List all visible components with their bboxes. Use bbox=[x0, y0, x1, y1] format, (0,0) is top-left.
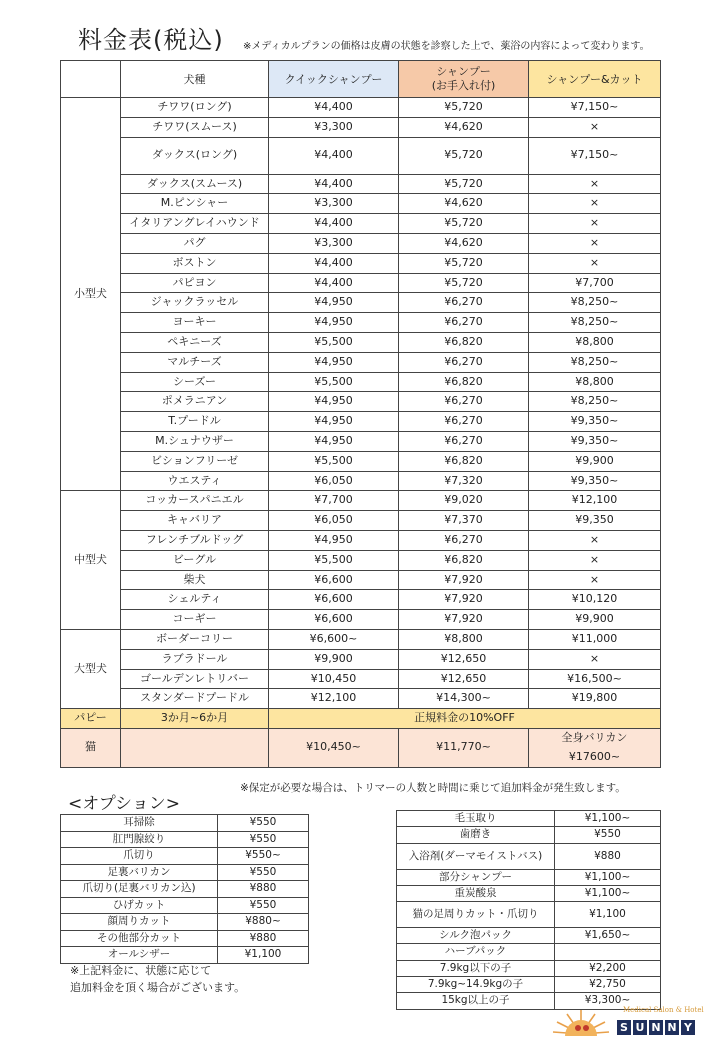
quick-price-cell: ¥4,400 bbox=[269, 98, 399, 118]
option-price-cell: ¥550 bbox=[218, 815, 309, 832]
option-row bbox=[61, 864, 309, 881]
options-title: <オプション> bbox=[68, 794, 180, 814]
cut-price-cell: ¥9,350~ bbox=[529, 431, 661, 451]
shampoo-price-cell: ¥5,720 bbox=[399, 253, 529, 273]
option-row bbox=[397, 811, 661, 827]
shampoo-price-cell: ¥5,720 bbox=[399, 137, 529, 174]
cut-price-cell: × bbox=[529, 253, 661, 273]
breed-cell: ウエスティ bbox=[121, 471, 269, 491]
quick-price-cell: ¥4,400 bbox=[269, 174, 399, 194]
table-row bbox=[61, 293, 661, 313]
option-price-cell: ¥550~ bbox=[218, 848, 309, 865]
cut-price-cell: ¥8,800 bbox=[529, 372, 661, 392]
option-row bbox=[397, 960, 661, 976]
cat-row bbox=[61, 728, 661, 767]
option-row bbox=[397, 885, 661, 901]
quick-price-cell: ¥12,100 bbox=[269, 689, 399, 709]
shampoo-price-cell: ¥5,720 bbox=[399, 174, 529, 194]
shampoo-header bbox=[399, 61, 529, 98]
option-price-cell: ¥2,200 bbox=[555, 960, 661, 976]
option-name-cell: ひげカット bbox=[61, 897, 218, 914]
size-category-cell: 小型犬 bbox=[61, 98, 121, 491]
breed-cell: ダックス(ロング) bbox=[121, 137, 269, 174]
option-price-cell: ¥880~ bbox=[218, 914, 309, 931]
puppy-discount-cell: 正規料金の10%OFF bbox=[269, 709, 661, 729]
cut-price-cell: × bbox=[529, 233, 661, 253]
shampoo-price-cell: ¥6,820 bbox=[399, 372, 529, 392]
breed-cell: パピヨン bbox=[121, 273, 269, 293]
table-row bbox=[61, 629, 661, 649]
puppy-age-cell: 3か月~6か月 bbox=[121, 709, 269, 729]
option-row bbox=[61, 815, 309, 832]
cut-price-cell: ¥10,120 bbox=[529, 590, 661, 610]
shampoo-price-cell: ¥4,620 bbox=[399, 233, 529, 253]
option-price-cell: ¥550 bbox=[555, 827, 661, 843]
breed-cell: ゴールデンレトリバー bbox=[121, 669, 269, 689]
logo-subtitle: Medical Salon & Hotel bbox=[623, 1006, 704, 1014]
quick-price-cell: ¥4,400 bbox=[269, 137, 399, 174]
price-table bbox=[60, 60, 661, 768]
option-name-cell: 部分シャンプー bbox=[397, 869, 555, 885]
cut-price-cell: ¥9,350~ bbox=[529, 471, 661, 491]
option-name-cell: 毛玉取り bbox=[397, 811, 555, 827]
option-price-cell: ¥1,650~ bbox=[555, 928, 661, 944]
logo-letter: S bbox=[617, 1020, 631, 1035]
cat-label-cell: 猫 bbox=[61, 728, 121, 767]
cut-price-cell: ¥7,150~ bbox=[529, 137, 661, 174]
option-name-cell: 足裏バリカン bbox=[61, 864, 218, 881]
cut-price-cell: × bbox=[529, 117, 661, 137]
option-price-cell: ¥880 bbox=[555, 843, 661, 869]
option-row bbox=[397, 928, 661, 944]
shampoo-price-cell: ¥6,270 bbox=[399, 293, 529, 313]
table-row bbox=[61, 570, 661, 590]
shampoo-price-cell: ¥7,920 bbox=[399, 590, 529, 610]
shampoo-price-cell: ¥6,270 bbox=[399, 412, 529, 432]
table-row bbox=[61, 117, 661, 137]
cat-cut-price-cell bbox=[529, 728, 661, 767]
breed-cell: スタンダードプードル bbox=[121, 689, 269, 709]
table-row bbox=[61, 530, 661, 550]
quick-price-cell: ¥4,400 bbox=[269, 214, 399, 234]
shampoo-header-line1: シャンプー bbox=[436, 65, 491, 78]
shampoo-price-cell: ¥7,920 bbox=[399, 610, 529, 630]
cut-price-cell: ¥12,100 bbox=[529, 491, 661, 511]
option-name-cell: 15kg以上の子 bbox=[397, 993, 555, 1009]
quick-price-cell: ¥4,950 bbox=[269, 392, 399, 412]
quick-price-cell: ¥4,950 bbox=[269, 530, 399, 550]
option-row bbox=[397, 843, 661, 869]
table-row bbox=[61, 352, 661, 372]
quick-price-cell: ¥6,050 bbox=[269, 511, 399, 531]
option-row bbox=[61, 848, 309, 865]
option-name-cell: 歯磨き bbox=[397, 827, 555, 843]
breed-cell: イタリアングレイハウンド bbox=[121, 214, 269, 234]
option-price-cell: ¥1,100 bbox=[218, 947, 309, 964]
option-row bbox=[61, 897, 309, 914]
breed-cell: チワワ(スムース) bbox=[121, 117, 269, 137]
table-row bbox=[61, 253, 661, 273]
shampoo-price-cell: ¥7,320 bbox=[399, 471, 529, 491]
quick-price-cell: ¥6,600 bbox=[269, 610, 399, 630]
table-row bbox=[61, 392, 661, 412]
option-price-cell: ¥1,100~ bbox=[555, 869, 661, 885]
option-name-cell: その他部分カット bbox=[61, 930, 218, 947]
logo-letter: Y bbox=[681, 1020, 695, 1035]
quick-price-cell: ¥10,450 bbox=[269, 669, 399, 689]
shampoo-price-cell: ¥7,920 bbox=[399, 570, 529, 590]
cut-price-cell: × bbox=[529, 174, 661, 194]
option-row bbox=[397, 869, 661, 885]
option-name-cell: 顔周りカット bbox=[61, 914, 218, 931]
shampoo-price-cell: ¥5,720 bbox=[399, 273, 529, 293]
cut-price-cell: × bbox=[529, 550, 661, 570]
quick-price-cell: ¥5,500 bbox=[269, 372, 399, 392]
option-price-cell: ¥880 bbox=[218, 930, 309, 947]
quick-price-cell: ¥4,950 bbox=[269, 412, 399, 432]
breed-cell: マルチーズ bbox=[121, 352, 269, 372]
shampoo-price-cell: ¥9,020 bbox=[399, 491, 529, 511]
quick-price-cell: ¥6,050 bbox=[269, 471, 399, 491]
breed-cell: ビションフリーゼ bbox=[121, 451, 269, 471]
shampoo-price-cell: ¥6,270 bbox=[399, 431, 529, 451]
option-row bbox=[397, 827, 661, 843]
option-name-cell: 爪切り bbox=[61, 848, 218, 865]
shampoo-price-cell: ¥6,820 bbox=[399, 332, 529, 352]
cat-cut-line1: 全身バリカン bbox=[561, 730, 628, 744]
options-table-left bbox=[60, 814, 309, 964]
table-row bbox=[61, 491, 661, 511]
cut-price-cell: ¥8,250~ bbox=[529, 392, 661, 412]
table-row bbox=[61, 471, 661, 491]
additional-fee-note bbox=[70, 962, 245, 996]
shampoo-price-cell: ¥8,800 bbox=[399, 629, 529, 649]
page-title: 料金表(税込) bbox=[78, 26, 224, 54]
sun-icon bbox=[545, 1004, 617, 1038]
medical-plan-note: ※メディカルプランの価格は皮膚の状態を診察した上で、薬浴の内容によって変わります。 bbox=[243, 41, 650, 52]
option-row bbox=[61, 947, 309, 964]
cut-price-cell: ¥16,500~ bbox=[529, 669, 661, 689]
table-row bbox=[61, 689, 661, 709]
table-row bbox=[61, 372, 661, 392]
breed-cell: コッカースパニエル bbox=[121, 491, 269, 511]
cut-price-cell: ¥9,900 bbox=[529, 610, 661, 630]
option-row bbox=[61, 930, 309, 947]
breed-cell: キャバリア bbox=[121, 511, 269, 531]
restraint-note: ※保定が必要な場合は、トリマーの人数と時間に乗じて追加料金が発生致します。 bbox=[240, 782, 626, 794]
size-category-cell: 中型犬 bbox=[61, 491, 121, 630]
breed-cell: ポメラニアン bbox=[121, 392, 269, 412]
shampoo-price-cell: ¥14,300~ bbox=[399, 689, 529, 709]
price-table-body bbox=[61, 98, 661, 768]
breed-cell: M.ピンシャー bbox=[121, 194, 269, 214]
cat-breed-cell-empty bbox=[121, 728, 269, 767]
cut-price-cell: ¥11,000 bbox=[529, 629, 661, 649]
breed-cell: チワワ(ロング) bbox=[121, 98, 269, 118]
herb-pack-title-cell: ハーブパック bbox=[397, 944, 555, 960]
quick-price-cell: ¥5,500 bbox=[269, 332, 399, 352]
table-row bbox=[61, 233, 661, 253]
option-name-cell: 7.9kg~14.9kgの子 bbox=[397, 977, 555, 993]
quick-price-cell: ¥4,400 bbox=[269, 253, 399, 273]
quick-price-cell: ¥9,900 bbox=[269, 649, 399, 669]
breed-cell: ボーダーコリー bbox=[121, 629, 269, 649]
breed-cell: シェルティ bbox=[121, 590, 269, 610]
price-table-header bbox=[61, 61, 661, 98]
puppy-label-cell: パピー bbox=[61, 709, 121, 729]
breed-cell: T.プードル bbox=[121, 412, 269, 432]
shampoo-price-cell: ¥6,270 bbox=[399, 313, 529, 333]
option-name-cell: 重炭酸泉 bbox=[397, 885, 555, 901]
quick-price-cell: ¥4,400 bbox=[269, 273, 399, 293]
quick-price-cell: ¥4,950 bbox=[269, 352, 399, 372]
option-price-cell: ¥1,100~ bbox=[555, 811, 661, 827]
cut-price-cell: ¥8,250~ bbox=[529, 293, 661, 313]
option-price-cell: ¥880 bbox=[218, 881, 309, 898]
breed-cell: ボストン bbox=[121, 253, 269, 273]
table-row bbox=[61, 669, 661, 689]
shampoo-price-cell: ¥4,620 bbox=[399, 194, 529, 214]
option-price-cell: ¥2,750 bbox=[555, 977, 661, 993]
table-row bbox=[61, 273, 661, 293]
shampoo-price-cell: ¥7,370 bbox=[399, 511, 529, 531]
shampoo-price-cell: ¥5,720 bbox=[399, 214, 529, 234]
cut-price-cell: × bbox=[529, 649, 661, 669]
option-name-cell: 7.9kg以下の子 bbox=[397, 960, 555, 976]
logo-wordmark bbox=[617, 1020, 697, 1035]
shampoo-header-line2: (お手入れ付) bbox=[431, 79, 496, 92]
quick-price-cell: ¥6,600 bbox=[269, 570, 399, 590]
table-row bbox=[61, 313, 661, 333]
breed-cell: M.シュナウザー bbox=[121, 431, 269, 451]
option-price-cell: ¥550 bbox=[218, 831, 309, 848]
quick-shampoo-header: クイックシャンプー bbox=[269, 61, 399, 98]
table-row bbox=[61, 590, 661, 610]
size-header-empty bbox=[61, 61, 121, 98]
breed-cell: パグ bbox=[121, 233, 269, 253]
option-row bbox=[61, 831, 309, 848]
breed-cell: 柴犬 bbox=[121, 570, 269, 590]
cut-price-cell: ¥19,800 bbox=[529, 689, 661, 709]
table-row bbox=[61, 194, 661, 214]
option-price-cell: ¥3,300~ bbox=[555, 993, 661, 1009]
table-row bbox=[61, 511, 661, 531]
herb-pack-title-row bbox=[397, 944, 661, 960]
breed-cell: フレンチブルドッグ bbox=[121, 530, 269, 550]
quick-price-cell: ¥4,950 bbox=[269, 313, 399, 333]
table-row bbox=[61, 451, 661, 471]
table-row bbox=[61, 174, 661, 194]
option-row bbox=[61, 914, 309, 931]
cat-cut-line2: ¥17600~ bbox=[568, 749, 621, 763]
quick-price-cell: ¥3,300 bbox=[269, 194, 399, 214]
breed-cell: ヨーキー bbox=[121, 313, 269, 333]
shampoo-price-cell: ¥6,270 bbox=[399, 392, 529, 412]
table-row bbox=[61, 98, 661, 118]
table-row bbox=[61, 332, 661, 352]
option-row bbox=[61, 881, 309, 898]
cut-price-cell: × bbox=[529, 214, 661, 234]
options-table-right bbox=[396, 810, 661, 1010]
breed-cell: ラブラドール bbox=[121, 649, 269, 669]
cut-price-cell: × bbox=[529, 530, 661, 550]
cut-price-cell: ¥7,150~ bbox=[529, 98, 661, 118]
table-row bbox=[61, 610, 661, 630]
option-price-cell: ¥1,100 bbox=[555, 902, 661, 928]
option-name-cell: シルク泡パック bbox=[397, 928, 555, 944]
option-row bbox=[397, 977, 661, 993]
table-row bbox=[61, 431, 661, 451]
quick-price-cell: ¥4,950 bbox=[269, 431, 399, 451]
shampoo-price-cell: ¥6,820 bbox=[399, 550, 529, 570]
table-row bbox=[61, 137, 661, 174]
option-row bbox=[397, 902, 661, 928]
option-price-cell: ¥550 bbox=[218, 897, 309, 914]
quick-price-cell: ¥3,300 bbox=[269, 233, 399, 253]
logo-letter: N bbox=[649, 1020, 663, 1035]
quick-price-cell: ¥5,500 bbox=[269, 451, 399, 471]
quick-price-cell: ¥6,600 bbox=[269, 590, 399, 610]
shampoo-price-cell: ¥6,270 bbox=[399, 352, 529, 372]
breed-cell: シーズー bbox=[121, 372, 269, 392]
cut-price-cell: ¥9,350 bbox=[529, 511, 661, 531]
breed-cell: ジャックラッセル bbox=[121, 293, 269, 313]
quick-price-cell: ¥3,300 bbox=[269, 117, 399, 137]
option-name-cell: オールシザー bbox=[61, 947, 218, 964]
quick-price-cell: ¥5,500 bbox=[269, 550, 399, 570]
cut-price-cell: ¥9,350~ bbox=[529, 412, 661, 432]
breed-cell: コーギー bbox=[121, 610, 269, 630]
shampoo-price-cell: ¥12,650 bbox=[399, 669, 529, 689]
cut-price-cell: ¥8,800 bbox=[529, 332, 661, 352]
option-name-cell: 爪切り(足裏バリカン込) bbox=[61, 881, 218, 898]
logo-letter: U bbox=[633, 1020, 647, 1035]
option-price-cell: ¥550 bbox=[218, 864, 309, 881]
puppy-row bbox=[61, 709, 661, 729]
breed-cell: ビーグル bbox=[121, 550, 269, 570]
table-row bbox=[61, 550, 661, 570]
herb-pack-title-empty bbox=[555, 944, 661, 960]
shampoo-price-cell: ¥4,620 bbox=[399, 117, 529, 137]
quick-price-cell: ¥4,950 bbox=[269, 293, 399, 313]
table-row bbox=[61, 649, 661, 669]
cut-price-cell: ¥8,250~ bbox=[529, 352, 661, 372]
additional-fee-note-line2: 追加料金を頂く場合がございます。 bbox=[70, 981, 246, 994]
breed-cell: ペキニーズ bbox=[121, 332, 269, 352]
breed-cell: ダックス(スムース) bbox=[121, 174, 269, 194]
shampoo-price-cell: ¥12,650 bbox=[399, 649, 529, 669]
shampoo-price-cell: ¥6,270 bbox=[399, 530, 529, 550]
breed-header: 犬種 bbox=[121, 61, 269, 98]
quick-price-cell: ¥6,600~ bbox=[269, 629, 399, 649]
shampoo-cut-header: シャンプー&カット bbox=[529, 61, 661, 98]
cat-quick-price-cell: ¥10,450~ bbox=[269, 728, 399, 767]
cut-price-cell: × bbox=[529, 194, 661, 214]
option-name-cell: 耳掃除 bbox=[61, 815, 218, 832]
option-price-cell: ¥1,100~ bbox=[555, 885, 661, 901]
option-name-cell: 入浴剤(ダーマモイストバス) bbox=[397, 843, 555, 869]
cat-shampoo-price-cell: ¥11,770~ bbox=[399, 728, 529, 767]
additional-fee-note-line1: ※上記料金に、状態に応じて bbox=[70, 964, 212, 977]
shampoo-price-cell: ¥5,720 bbox=[399, 98, 529, 118]
sunny-logo bbox=[545, 1004, 710, 1038]
cut-price-cell: ¥9,900 bbox=[529, 451, 661, 471]
quick-price-cell: ¥7,700 bbox=[269, 491, 399, 511]
table-row bbox=[61, 412, 661, 432]
logo-letter: N bbox=[665, 1020, 679, 1035]
cut-price-cell: × bbox=[529, 570, 661, 590]
size-category-cell: 大型犬 bbox=[61, 629, 121, 708]
shampoo-price-cell: ¥6,820 bbox=[399, 451, 529, 471]
option-name-cell: 猫の足周りカット・爪切り bbox=[397, 902, 555, 928]
option-name-cell: 肛門腺絞り bbox=[61, 831, 218, 848]
cut-price-cell: ¥8,250~ bbox=[529, 313, 661, 333]
table-row bbox=[61, 214, 661, 234]
cut-price-cell: ¥7,700 bbox=[529, 273, 661, 293]
